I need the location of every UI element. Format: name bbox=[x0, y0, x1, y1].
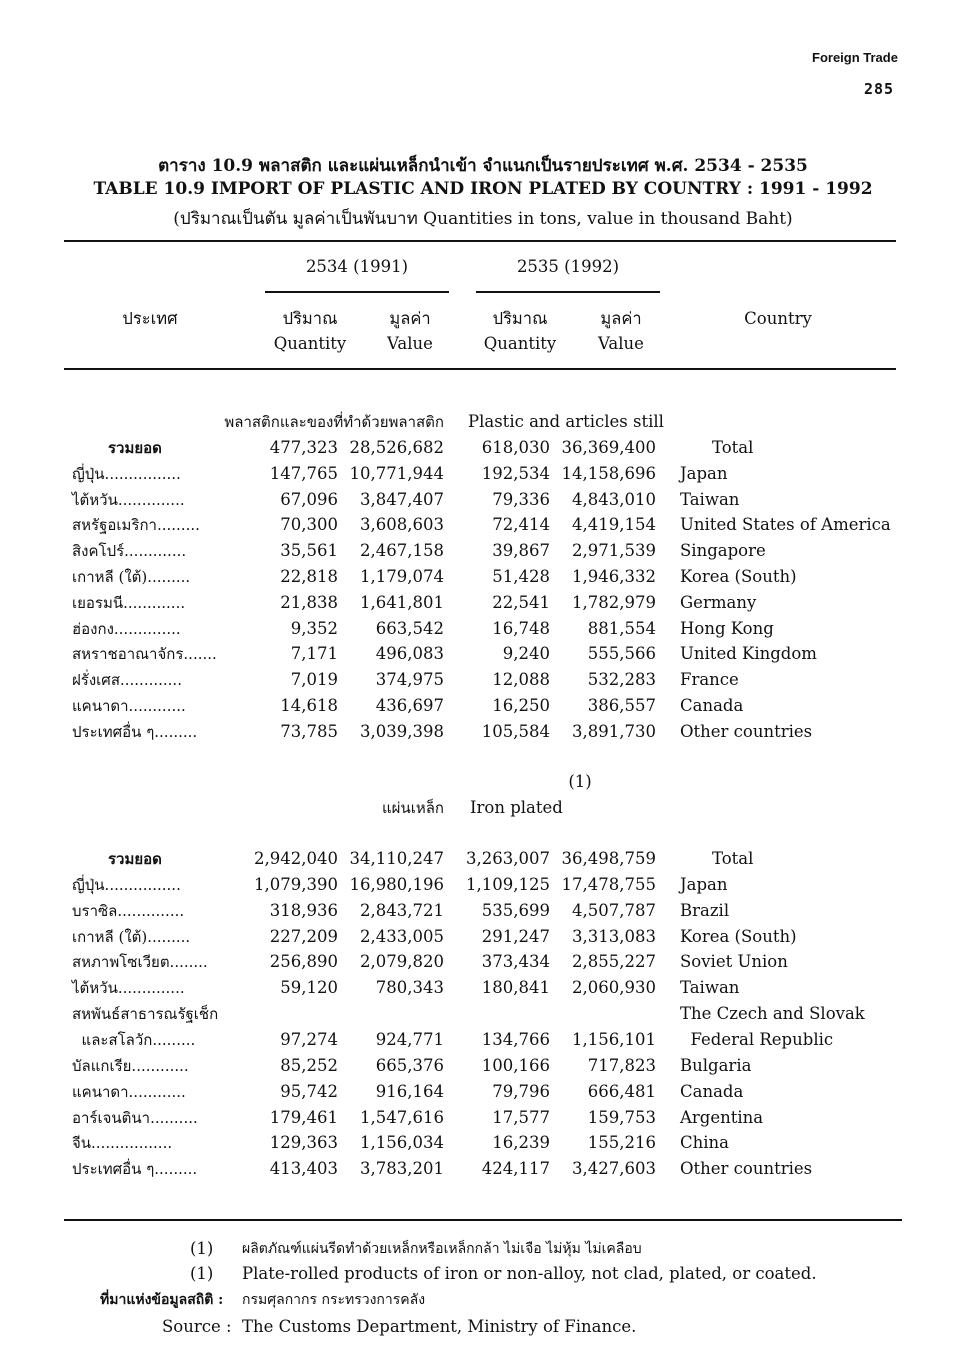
value-1992-cell: 1,782,979 bbox=[572, 592, 656, 612]
country-name-thai: เกาหลี (ใต้)......... bbox=[72, 568, 191, 586]
quantity-1992-cell: 134,766 bbox=[481, 1029, 550, 1049]
country-name-english: Brazil bbox=[680, 900, 730, 920]
country-name-english: Federal Republic bbox=[680, 1029, 834, 1049]
year2-header: 2535 (1992) bbox=[516, 257, 620, 276]
footnote-mark: (1) bbox=[568, 772, 592, 791]
quantity-1991-cell: 318,936 bbox=[269, 900, 338, 920]
quantity-1992-cell: 22,541 bbox=[492, 592, 550, 612]
section-title-english: Iron plated bbox=[470, 798, 563, 817]
country-name-thai: รวมยอด bbox=[108, 850, 162, 868]
country-name-english: Japan bbox=[680, 874, 728, 894]
quantity-1992-cell: 79,336 bbox=[492, 489, 550, 509]
page-number: 285 bbox=[864, 80, 895, 98]
country-name-thai: สหภาพโซเวียต........ bbox=[72, 953, 208, 972]
value-1992-cell: 159,753 bbox=[587, 1107, 656, 1127]
value-1992-cell: 666,481 bbox=[587, 1081, 656, 1101]
value-1992-cell: 4,419,154 bbox=[572, 515, 656, 535]
qty1-en-header: Quantity bbox=[273, 334, 347, 353]
country-name-thai: ฝรั่งเศส............. bbox=[72, 671, 182, 690]
country-name-thai: สหพันธ์สาธารณรัฐเช็ก bbox=[72, 1005, 219, 1024]
quantity-1992-cell: 9,240 bbox=[502, 644, 550, 664]
country-name-thai: และสโลวัก......... bbox=[72, 1030, 196, 1049]
qty2-en-header: Quantity bbox=[483, 334, 557, 353]
quantity-1992-cell: 17,577 bbox=[492, 1107, 550, 1127]
value-1991-cell: 2,433,005 bbox=[360, 926, 444, 946]
value-1991-cell: 665,376 bbox=[375, 1055, 444, 1075]
value-1991-cell: 3,039,398 bbox=[360, 721, 444, 741]
value-1991-cell: 374,975 bbox=[375, 670, 444, 690]
country-name-english: France bbox=[680, 670, 739, 690]
qty2-th-header: ปริมาณ bbox=[492, 309, 548, 328]
quantity-1992-cell: 16,239 bbox=[492, 1133, 550, 1153]
table-title-thai: ตาราง 10.9 พลาสติก และแผ่นเหล็กนำเข้า จำแนกเป็นรายประเทศ พ.ศ. 2534 - 2535 bbox=[158, 156, 808, 176]
country-name-english: Argentina bbox=[680, 1107, 764, 1127]
value-1991-cell: 436,697 bbox=[375, 696, 444, 715]
quantity-1991-cell: 21,838 bbox=[280, 592, 338, 612]
quantity-1992-cell: 618,030 bbox=[481, 438, 550, 457]
value-1992-cell: 3,427,603 bbox=[572, 1159, 656, 1179]
quantity-1991-cell: 22,818 bbox=[280, 567, 338, 586]
country-name-thai: ญี่ปุ่น................ bbox=[72, 875, 181, 894]
year1-header: 2534 (1991) bbox=[305, 257, 409, 276]
country-name-thai: อาร์เจนตินา.......... bbox=[72, 1108, 198, 1127]
year2-underline bbox=[476, 291, 660, 293]
table-units-note: (ปริมาณเป็นตัน มูลค่าเป็นพันบาท Quantities in tons, value in thousand Baht) bbox=[173, 209, 793, 229]
country-name-thai: รวมยอด bbox=[108, 439, 162, 457]
value-1991-cell: 780,343 bbox=[375, 978, 444, 998]
value-1991-cell: 1,156,034 bbox=[360, 1133, 444, 1153]
value-1991-cell: 3,847,407 bbox=[360, 489, 444, 509]
quantity-1992-cell: 105,584 bbox=[481, 721, 550, 741]
value-1992-cell: 2,060,930 bbox=[572, 978, 656, 998]
quantity-1991-cell: 97,274 bbox=[280, 1029, 338, 1049]
quantity-1991-cell: 14,618 bbox=[280, 696, 338, 715]
country-name-thai: แคนาดา............ bbox=[72, 697, 186, 715]
value-1991-cell: 3,608,603 bbox=[360, 515, 444, 535]
value-1991-cell: 1,641,801 bbox=[360, 592, 444, 612]
value-1991-cell: 16,980,196 bbox=[349, 874, 444, 894]
quantity-1992-cell: 535,699 bbox=[481, 900, 550, 920]
value-1992-cell: 4,507,787 bbox=[572, 900, 656, 920]
country-name-english: Germany bbox=[680, 592, 757, 612]
country-name-english: Total bbox=[712, 849, 754, 868]
country-name-thai: เยอรมนี............. bbox=[72, 593, 186, 612]
year1-underline bbox=[265, 291, 449, 293]
header-bottom-rule bbox=[64, 368, 896, 370]
country-name-english: Canada bbox=[680, 696, 744, 715]
quantity-1992-cell: 51,428 bbox=[492, 567, 550, 586]
val1-en-header: Value bbox=[387, 334, 433, 353]
country-name-english: China bbox=[680, 1133, 729, 1153]
value-1992-cell: 3,313,083 bbox=[572, 926, 656, 946]
footnote-english: Plate-rolled products of iron or non-alloy, not clad, plated, or coated. bbox=[242, 1264, 817, 1283]
value-1992-cell: 155,216 bbox=[587, 1133, 656, 1153]
value-1991-cell: 2,843,721 bbox=[360, 900, 444, 920]
country-name-thai: ฮ่องกง.............. bbox=[72, 619, 181, 638]
country-name-english: Hong Kong bbox=[680, 618, 774, 638]
source-thai: กรมศุลกากร กระทรวงการคลัง bbox=[242, 1292, 426, 1308]
quantity-1992-cell: 424,117 bbox=[481, 1159, 550, 1179]
quantity-1992-cell: 291,247 bbox=[481, 926, 550, 946]
section-header: Foreign Trade bbox=[812, 50, 898, 65]
country-name-english: Singapore bbox=[680, 541, 766, 561]
country-name-english: United Kingdom bbox=[680, 644, 817, 664]
quantity-1991-cell: 59,120 bbox=[280, 978, 338, 998]
value-1991-cell: 3,783,201 bbox=[360, 1159, 444, 1179]
country-name-thai: ญี่ปุ่น................ bbox=[72, 464, 181, 483]
section-title-thai: พลาสติกและของที่ทำด้วยพลาสติก bbox=[224, 413, 444, 431]
table-title-english: TABLE 10.9 IMPORT OF PLASTIC AND IRON PLATED BY COUNTRY : 1991 - 1992 bbox=[93, 179, 873, 199]
value-1991-cell: 1,179,074 bbox=[360, 567, 444, 586]
value-1992-cell: 36,369,400 bbox=[561, 438, 656, 457]
quantity-1991-cell: 70,300 bbox=[280, 515, 338, 535]
quantity-1992-cell: 3,263,007 bbox=[466, 849, 550, 868]
country-en-header: Country bbox=[744, 309, 812, 328]
footnote-mark-thai: (1) bbox=[190, 1239, 214, 1258]
quantity-1991-cell: 67,096 bbox=[280, 489, 338, 509]
source-english-label: Source : bbox=[162, 1317, 232, 1336]
quantity-1992-cell: 79,796 bbox=[492, 1081, 550, 1101]
value-1991-cell: 1,547,616 bbox=[360, 1107, 444, 1127]
quantity-1991-cell: 147,765 bbox=[269, 463, 338, 483]
quantity-1991-cell: 95,742 bbox=[280, 1081, 338, 1101]
quantity-1991-cell: 35,561 bbox=[280, 541, 338, 561]
value-1992-cell: 881,554 bbox=[587, 618, 656, 638]
section-title-thai: แผ่นเหล็ก bbox=[382, 799, 444, 817]
country-name-english: Other countries bbox=[680, 721, 813, 741]
quantity-1991-cell: 179,461 bbox=[269, 1107, 338, 1127]
source-thai-label: ที่มาแห่งข้อมูลสถิติ : bbox=[100, 1292, 224, 1308]
quantity-1992-cell: 373,434 bbox=[481, 952, 550, 972]
value-1992-cell: 2,971,539 bbox=[572, 541, 656, 561]
val1-th-header: มูลค่า bbox=[389, 309, 431, 328]
country-name-english: Total bbox=[712, 438, 754, 457]
value-1992-cell: 1,156,101 bbox=[572, 1029, 656, 1049]
value-1991-cell: 2,467,158 bbox=[360, 541, 444, 561]
value-1991-cell: 924,771 bbox=[375, 1029, 444, 1049]
value-1992-cell: 14,158,696 bbox=[561, 463, 656, 483]
value-1992-cell: 717,823 bbox=[587, 1055, 656, 1075]
qty1-th-header: ปริมาณ bbox=[282, 309, 338, 328]
quantity-1992-cell: 192,534 bbox=[481, 463, 550, 483]
quantity-1992-cell: 100,166 bbox=[481, 1055, 550, 1075]
country-name-english: The Czech and Slovak bbox=[680, 1004, 865, 1024]
value-1992-cell: 4,843,010 bbox=[572, 489, 656, 509]
quantity-1991-cell: 227,209 bbox=[269, 926, 338, 946]
footnote-thai: ผลิตภัณฑ์แผ่นรีดทำด้วยเหล็กหรือเหล็กกล้า ไม่เจือ ไม่หุ้ม ไม่เคลือบ bbox=[242, 1241, 642, 1257]
country-name-thai: ไต้หวัน.............. bbox=[72, 979, 185, 998]
country-name-thai: แคนาดา............ bbox=[72, 1082, 186, 1101]
quantity-1992-cell: 16,250 bbox=[492, 696, 550, 715]
value-1991-cell: 28,526,682 bbox=[349, 438, 444, 457]
table-top-rule bbox=[64, 240, 896, 242]
country-name-english: Canada bbox=[680, 1081, 744, 1101]
country-th-header: ประเทศ bbox=[122, 309, 178, 328]
value-1992-cell: 532,283 bbox=[587, 670, 656, 690]
value-1992-cell: 2,855,227 bbox=[572, 952, 656, 972]
country-name-english: Taiwan bbox=[680, 978, 740, 998]
value-1992-cell: 17,478,755 bbox=[561, 874, 656, 894]
quantity-1991-cell: 256,890 bbox=[269, 952, 338, 972]
section-title-english: Plastic and articles still bbox=[468, 412, 664, 431]
val2-en-header: Value bbox=[598, 334, 644, 353]
quantity-1992-cell: 16,748 bbox=[492, 618, 550, 638]
country-name-english: Korea (South) bbox=[680, 926, 797, 946]
quantity-1992-cell: 39,867 bbox=[492, 541, 550, 561]
value-1992-cell: 386,557 bbox=[587, 696, 656, 715]
country-name-thai: สหราชอาณาจักร....... bbox=[72, 645, 217, 664]
country-name-thai: บราซิล.............. bbox=[72, 901, 185, 920]
country-name-thai: ไต้หวัน.............. bbox=[72, 490, 185, 509]
country-name-english: Japan bbox=[680, 463, 728, 483]
quantity-1992-cell: 72,414 bbox=[492, 515, 550, 535]
value-1992-cell: 1,946,332 bbox=[572, 567, 656, 586]
country-name-thai: ประเทศอื่น ๆ......... bbox=[72, 1160, 198, 1179]
quantity-1991-cell: 477,323 bbox=[269, 438, 338, 457]
value-1992-cell: 3,891,730 bbox=[572, 721, 656, 741]
quantity-1991-cell: 1,079,390 bbox=[254, 874, 338, 894]
quantity-1991-cell: 129,363 bbox=[269, 1133, 338, 1153]
value-1992-cell: 555,566 bbox=[587, 644, 656, 664]
value-1991-cell: 34,110,247 bbox=[349, 849, 444, 868]
value-1991-cell: 663,542 bbox=[375, 618, 444, 638]
quantity-1991-cell: 7,019 bbox=[290, 670, 338, 690]
country-name-english: Other countries bbox=[680, 1159, 813, 1179]
country-name-english: Taiwan bbox=[680, 489, 740, 509]
quantity-1992-cell: 12,088 bbox=[492, 670, 550, 690]
quantity-1992-cell: 180,841 bbox=[481, 978, 550, 998]
country-name-thai: ประเทศอื่น ๆ......... bbox=[72, 722, 198, 741]
country-name-english: Bulgaria bbox=[680, 1055, 752, 1075]
quantity-1991-cell: 413,403 bbox=[269, 1159, 338, 1179]
quantity-1991-cell: 9,352 bbox=[290, 618, 338, 638]
country-name-english: Soviet Union bbox=[680, 952, 788, 972]
country-name-english: United States of America bbox=[680, 515, 891, 535]
source-english: The Customs Department, Ministry of Finance. bbox=[242, 1317, 637, 1336]
quantity-1991-cell: 7,171 bbox=[290, 644, 338, 664]
value-1991-cell: 496,083 bbox=[375, 644, 444, 664]
quantity-1991-cell: 85,252 bbox=[280, 1055, 338, 1075]
country-name-thai: สิงคโปร์............. bbox=[72, 542, 187, 561]
value-1991-cell: 916,164 bbox=[375, 1081, 444, 1101]
val2-th-header: มูลค่า bbox=[600, 309, 642, 328]
country-name-english: Korea (South) bbox=[680, 567, 797, 586]
quantity-1992-cell: 1,109,125 bbox=[466, 874, 550, 894]
country-name-thai: บัลแกเรีย............ bbox=[72, 1056, 189, 1075]
value-1991-cell: 10,771,944 bbox=[349, 463, 444, 483]
footnote-mark-english: (1) bbox=[190, 1264, 214, 1283]
country-name-thai: จีน................. bbox=[72, 1134, 173, 1153]
quantity-1991-cell: 2,942,040 bbox=[254, 849, 338, 868]
country-name-thai: เกาหลี (ใต้)......... bbox=[72, 927, 191, 946]
country-name-thai: สหรัฐอเมริกา......... bbox=[72, 516, 200, 535]
table-bottom-rule bbox=[64, 1219, 902, 1221]
value-1992-cell: 36,498,759 bbox=[561, 849, 656, 868]
value-1991-cell: 2,079,820 bbox=[360, 952, 444, 972]
quantity-1991-cell: 73,785 bbox=[280, 721, 338, 741]
